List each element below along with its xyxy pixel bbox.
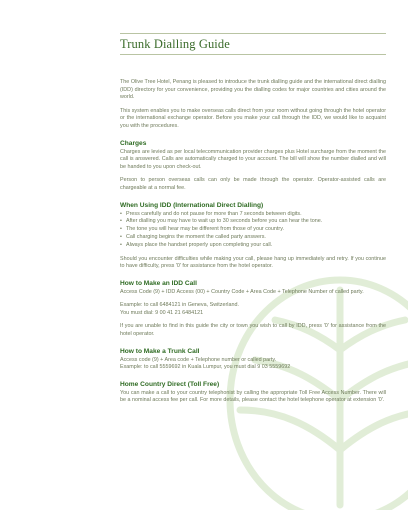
trunk-call-heading: How to Make a Trunk Call [120, 347, 200, 355]
title-rule-bottom [120, 54, 386, 55]
title-rule-top [120, 33, 386, 34]
idd-tips-list [120, 211, 386, 250]
list-item: • After dialling you may have to wait up to 30 seconds before you can hear the tone. [120, 218, 323, 225]
idd-call-heading: How to Make an IDD Call [120, 279, 197, 287]
bullet-icon: • [120, 210, 122, 217]
intro-paragraph: This system enables you to make overseas calls direct from your room without going through the hotel operator or the international exchange operator. Before you make your call through the IDD, we would like to acquaint you with the procedures. [120, 107, 386, 129]
page-title: Trunk Dialling Guide [120, 37, 230, 51]
charges-paragraph: Person to person overseas calls can only be made through the operator. Operator-assisted calls are chargeable at a normal fee. [120, 177, 386, 191]
idd-call-note: If you are unable to find in this guide the city or town you wish to call by IDD, press '0' for assistance from the hotel operator. [120, 323, 386, 338]
bullet-icon: • [120, 233, 122, 240]
bullet-icon: • [120, 241, 122, 248]
bullet-icon: • [120, 226, 122, 233]
charges-paragraph: Charges are levied as per local telecommunication provider charges plus Hotel surcharge from the moment the call is answered. Calls are automatically charged to your account. The bill will show the number dialled and will be handed to you upon check-out. [120, 148, 386, 170]
guide-page [120, 33, 386, 411]
charges-heading: Charges [120, 139, 147, 147]
trunk-call-info: Access code (9) + Area code + Telephone number or called party. Example: to call 5559692 in Kuala Lumpur, you must dial 9 03 5559692 [120, 356, 291, 371]
intro-paragraph: The Olive Tree Hotel, Penang is pleased to introduce the trunk dialling guide and the international direct dialling (IDD) directory for your convenience, providing you the dialling codes for major countries and cities around the world. [120, 79, 386, 101]
idd-call-format: Access Code (9) + IDD Access (00) + Country Code + Area Code + Telephone Number of called party. [120, 288, 364, 295]
using-idd-heading: When Using IDD (International Direct Dialling) [120, 201, 264, 209]
home-direct-text: You can make a call to your country telephonist by calling the appropriate Toll Free Access Number. There will be a nominal access fee per call. For more details, please contact the hotel telephone operator at extension '0'. [120, 389, 386, 404]
home-direct-heading: Home Country Direct (Toll Free) [120, 380, 220, 388]
idd-call-example: Example: to call 6484121 in Geneva, Switzerland. You must dial: 9 00 41 21 6484121 [120, 302, 239, 316]
list-item: • Press carefully and do not pause for more than 7 seconds between digits. [120, 210, 302, 217]
bullet-icon: • [120, 218, 122, 225]
list-item: • Call charging begins the moment the called party answers. [120, 233, 266, 240]
idd-difficulty-note: Should you encounter difficulties while making your call, please hang up immediately and retry. If you continue to have difficulty, press '0' for assistance from the hotel operator. [120, 255, 386, 270]
list-item: • The tone you will hear may be different from those of your country. [120, 226, 285, 233]
list-item: • Always place the handset properly upon completing your call. [120, 241, 273, 248]
